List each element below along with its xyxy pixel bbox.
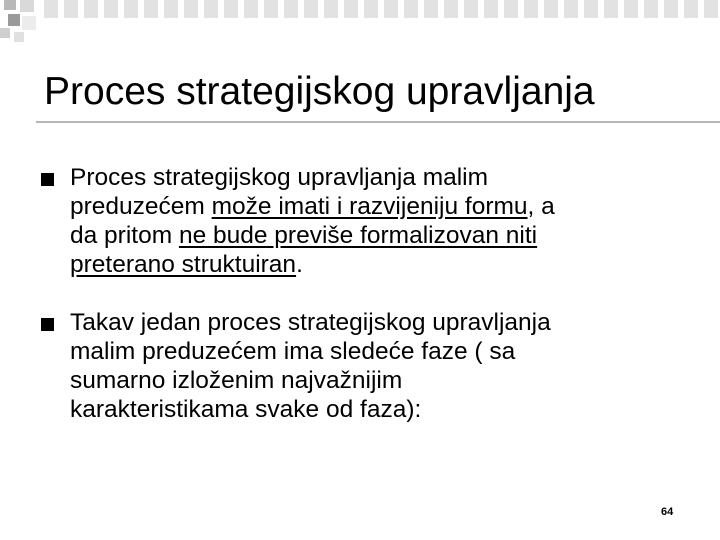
bullet-line: malim preduzećem ima sledeće faze ( sa	[70, 338, 516, 365]
slide-title: Proces strategijskog upravljanja	[44, 70, 595, 113]
bullet-line: Takav jedan proces strategijskog upravljanja	[70, 309, 551, 336]
bullet-line: Proces strategijskog upravljanja malim	[70, 164, 489, 191]
bullet-line: sumarno izloženim najvažnijim	[70, 367, 403, 394]
bullet-item-2	[70, 308, 670, 424]
page-number: 64	[661, 506, 674, 518]
square-bullet-icon	[41, 318, 54, 331]
bullet-line: karakteristikama svake od faza):	[70, 396, 422, 423]
bullet-line: da pritom ne bude previše formalizovan niti	[70, 222, 538, 249]
bullet-item-1	[70, 163, 670, 279]
bullet-line: preduzećem može imati i razvijeniju formu, a	[70, 193, 555, 220]
square-bullet-icon	[41, 173, 54, 186]
bullet-line: preterano struktuiran.	[70, 251, 303, 278]
